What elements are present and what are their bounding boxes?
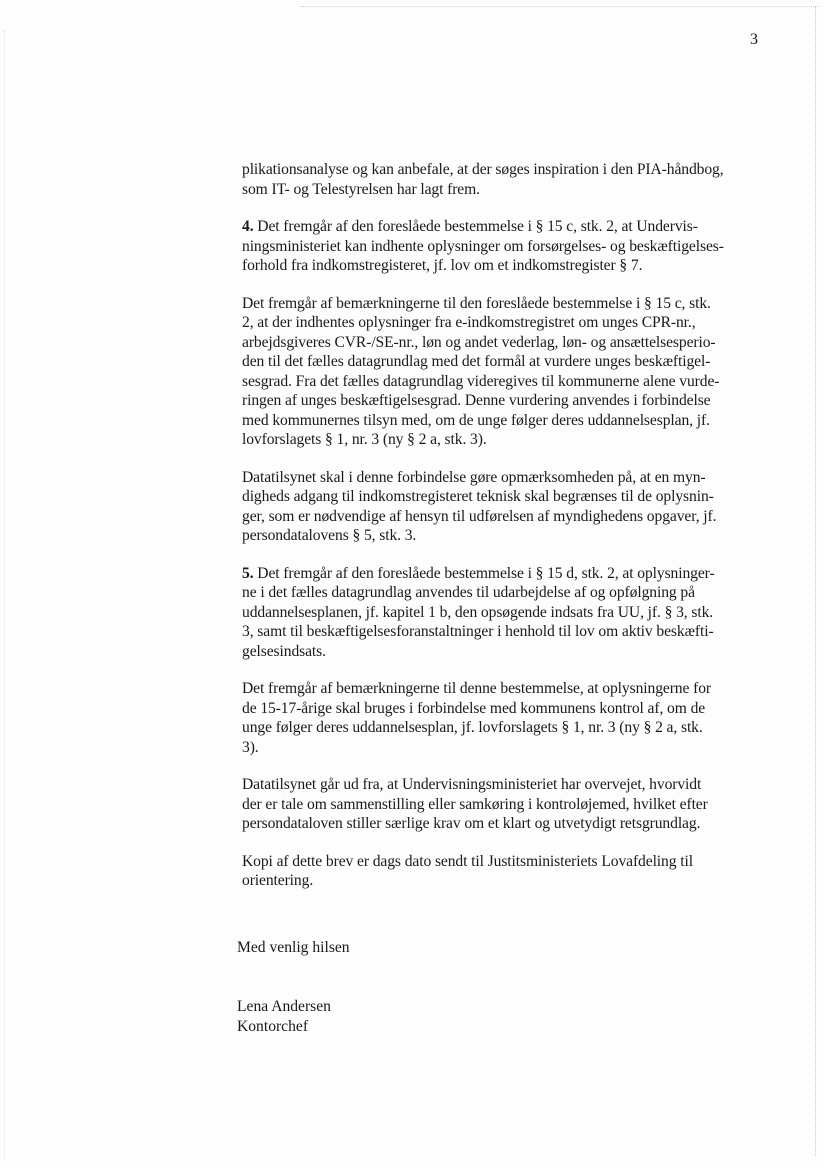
text-line: 3, samt til beskæftigelsesforanstaltninger i henhold til lov om aktiv beskæfti-: [242, 623, 714, 640]
text-line: Datatilsynet går ud fra, at Undervisningsministeriet har overvejet, hvorvidt: [242, 776, 702, 793]
text-line: med kommunernes tilsyn med, om de unge følger deres uddannelsesplan, jf.: [242, 411, 710, 429]
text-line: persondatalovens § 5, stk. 3.: [242, 527, 417, 544]
signatory-name: Lena Andersen: [237, 998, 331, 1015]
closing-salutation: Med venlig hilsen: [237, 939, 350, 956]
text-line: 3).: [242, 738, 259, 756]
signatory-title: Kontorchef: [237, 1018, 309, 1035]
text-line-content: Det fremgår af den foreslåede bestemmelse i § 15 c, stk. 2, at Undervis-: [253, 218, 698, 235]
text-line: forhold fra indkomstregisteret, jf. lov om et indkomstregister § 7.: [242, 257, 643, 274]
text-line: lovforslagets § 1, nr. 3 (ny § 2 a, stk. 3).: [242, 431, 487, 448]
scan-edge-right: [815, 6, 816, 1156]
text-line: ringen af unges beskæftigelsesgrad. Denne vurdering anvendes i forbindelse: [242, 392, 711, 409]
paragraph: [242, 852, 782, 891]
text-line: 2, at der indhentes oplysninger fra e-indkomstregistret om unges CPR-nr.,: [242, 314, 696, 331]
page-number: 3: [750, 31, 758, 48]
paragraph: [242, 679, 782, 757]
text-line-content: Det fremgår af den foreslåede bestemmelse i § 15 d, stk. 2, at oplysninger-: [253, 564, 715, 582]
text-line: unge følger deres uddannelsesplan, jf. lovforslagets § 1, nr. 3 (ny § 2 a, stk.: [242, 719, 703, 736]
text-line: [242, 217, 782, 237]
paragraph: [242, 468, 782, 546]
text-line: ne i det fælles datagrundlag anvendes til udarbejdelse af og opfølgning på: [242, 584, 695, 601]
scan-edge-top: [300, 6, 820, 7]
paragraph: [242, 160, 782, 199]
text-line: der er tale om sammenstilling eller samkøring i kontroløjemed, hvilket efter: [242, 795, 708, 813]
text-line: [242, 564, 782, 584]
section-number: 4.: [242, 218, 254, 235]
text-line: Det fremgår af bemærkningerne til den foreslåede bestemmelse i § 15 c, stk.: [242, 294, 711, 312]
text-line: plikationsanalyse og kan anbefale, at der søges inspiration i den PIA-håndbog,: [242, 161, 724, 178]
text-line: persondataloven stiller særlige krav om et klart og utvetydigt retsgrundlag.: [242, 815, 701, 832]
text-line: uddannelsesplanen, jf. kapitel 1 b, den opsøgende indsats fra UU, jf. § 3, stk.: [242, 603, 714, 621]
text-line: ningsministeriet kan indhente oplysninger om forsørgelses- og beskæftigelses-: [242, 237, 724, 255]
text-line: ger, som er nødvendige af hensyn til udførelsen af myndighedens opgaver, jf.: [242, 507, 717, 525]
text-line: arbejdsgiveres CVR-/SE-nr., løn og andet vederlag, løn- og ansættelsesperio-: [242, 333, 716, 351]
paragraph: [242, 217, 782, 276]
text-line: digheds adgang til indkomstregisteret teknisk skal begrænses til de oplysnin-: [242, 488, 714, 505]
text-line: som IT- og Telestyrelsen har lagt frem.: [242, 180, 480, 198]
text-line: den til det fælles datagrundlag med det formål at vurdere unges beskæftigel-: [242, 353, 711, 370]
text-line: Kopi af dette brev er dags dato sendt til Justitsministeriets Lovafdeling til: [242, 852, 693, 870]
text-line: Datatilsynet skal i denne forbindelse gøre opmærksomheden på, at en myn-: [242, 468, 706, 486]
paragraph: [242, 775, 782, 834]
text-line: Det fremgår af bemærkningerne til denne bestemmelse, at oplysningerne for: [242, 680, 712, 697]
signature-block: [237, 997, 331, 1037]
paragraph: [242, 564, 782, 662]
text-line: gelsesindsats.: [242, 642, 326, 660]
text-line: de 15-17-årige skal bruges i forbindelse med kommunens kontrol af, om de: [242, 699, 706, 717]
text-line: sesgrad. Fra det fælles datagrundlag videregives til kommunerne alene vurde-: [242, 372, 720, 390]
letter-body: [242, 160, 782, 909]
section-number: 5.: [242, 564, 254, 582]
paragraph: [242, 294, 782, 450]
scan-edge-left: [4, 30, 5, 1160]
text-line: orientering.: [242, 872, 314, 889]
